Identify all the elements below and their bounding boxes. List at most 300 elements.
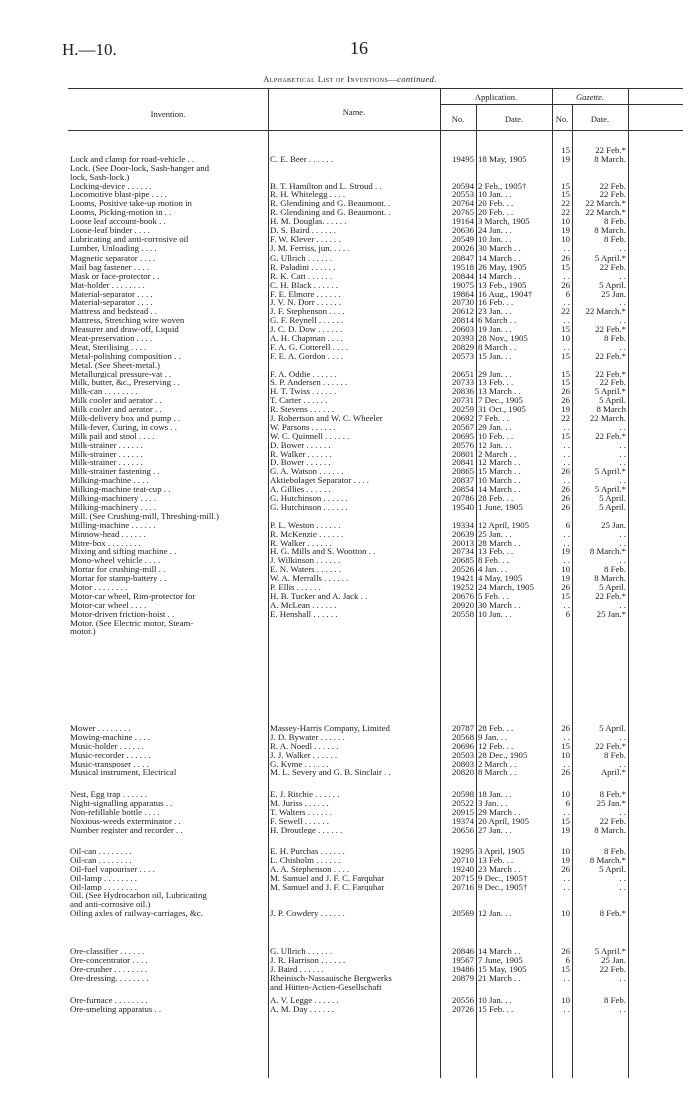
invention-cell: Musical instrument, Electrical — [70, 768, 177, 778]
table-row — [68, 173, 683, 182]
applicant-cell: A. M. Day . . . . . . — [270, 1004, 335, 1014]
applicant-cell: H. G. Mills and S. Wootton . . — [270, 547, 376, 557]
applicant-cell: H. B. Tucker and A. Jack . . — [270, 591, 368, 601]
gazette-date-cell: . . — [619, 882, 626, 892]
gazette-number-cell: 10 — [561, 790, 570, 799]
gazette-date-cell: 8 Feb. — [604, 565, 626, 575]
app-date-cell: 10 Jan. . . — [478, 609, 512, 619]
section-l — [68, 146, 683, 253]
invention-cell: Metallurgical pressure-vat . . — [70, 369, 172, 379]
table-row — [68, 521, 683, 530]
gazette-number-cell: . . — [563, 556, 570, 566]
table-row — [68, 900, 683, 909]
applicant-cell: F. A. G. Cotterell . . . . — [270, 342, 348, 352]
app-number-cell: 20568 — [452, 732, 474, 742]
app-date-cell: 14 March . . — [478, 485, 521, 495]
table-row — [68, 574, 683, 583]
table-row — [68, 432, 683, 441]
section-ore-furnace — [68, 996, 683, 1014]
app-number-cell: 20558 — [452, 609, 474, 619]
app-number-cell: 20734 — [452, 547, 474, 557]
applicant-cell: J. Robertson and W. C. Wheeler — [270, 414, 383, 423]
app-date-cell: 8 Feb. . . — [478, 556, 509, 566]
table-row — [68, 891, 683, 900]
app-date-cell: 23 Jan. . . — [478, 307, 512, 317]
invention-cell: Oil-can . . . . . . . . — [70, 855, 132, 865]
gazette-date-cell: 22 March.* — [585, 307, 626, 317]
applicant-cell: A. H. Chapman . . . . — [270, 334, 343, 343]
gazette-number-cell: 10 — [561, 909, 570, 919]
gazette-date-cell: 8 Feb. — [604, 217, 626, 227]
gazette-number-cell: 10 — [561, 750, 570, 760]
app-number-cell: 20013 — [452, 538, 474, 548]
applicant-cell: P. Ellis . . . . . . — [270, 582, 321, 592]
app-date-cell: 9 Jan. . . — [478, 732, 508, 742]
table-row — [68, 847, 683, 856]
invention-cell: Loose-leaf binder . . . . — [70, 226, 150, 235]
gazette-date-cell: 5 April. — [599, 582, 626, 592]
app-number-cell: 20696 — [452, 741, 474, 751]
table-row — [68, 325, 683, 334]
gazette-number-cell: 15 — [561, 181, 570, 191]
inventions-table — [68, 88, 683, 1078]
app-number-cell: 20522 — [452, 798, 474, 808]
table-row — [68, 307, 683, 316]
gazette-date-cell: . . — [619, 556, 626, 566]
applicant-cell: G. Ullrich . . . . . . — [270, 947, 333, 956]
applicant-cell: A. V. Legge . . . . . . — [270, 996, 339, 1005]
table-row — [68, 956, 683, 965]
app-number-cell: 19164 — [452, 217, 474, 227]
gazette-date-cell: . . — [619, 316, 626, 326]
app-number-cell: 20836 — [452, 387, 474, 397]
gazette-number-cell: 19 — [561, 855, 570, 865]
app-number-cell: 19295 — [452, 847, 474, 856]
table-row — [68, 298, 683, 307]
applicant-cell: J. V. N. Dorr . . . . . . — [270, 298, 342, 308]
gazette-date-cell: 5 April. — [599, 396, 626, 406]
gazette-number-cell: 15 — [561, 378, 570, 388]
app-number-cell: 20764 — [452, 199, 474, 209]
gazette-number-cell: 15 — [561, 146, 570, 155]
table-row — [68, 352, 683, 361]
applicant-cell: D. Bower . . . . . . — [270, 440, 331, 450]
app-number-cell: 20801 — [452, 449, 474, 459]
invention-cell: Looms, Positive take-up motion in — [70, 199, 192, 209]
applicant-cell: W. Parsons . . . . . . — [270, 422, 336, 432]
table-row — [68, 190, 683, 199]
table-row — [68, 799, 683, 808]
app-number-cell: 20915 — [452, 807, 474, 817]
invention-cell: Metal-polishing composition . . — [70, 351, 181, 361]
app-date-cell: 13 Feb. . . — [478, 855, 514, 865]
app-number-cell: 20814 — [452, 316, 474, 326]
table-row — [68, 450, 683, 459]
invention-cell: Ore-furnace . . . . . . . . — [70, 996, 148, 1005]
app-number-cell: 20847 — [452, 254, 474, 263]
app-number-cell: 20567 — [452, 422, 474, 432]
app-number-cell: 20573 — [452, 351, 474, 361]
gazette-number-cell: 26 — [561, 485, 570, 495]
gazette-number-cell: 22 — [561, 414, 570, 423]
invention-cell: Milk-strainer . . . . . . — [70, 440, 143, 450]
app-number-cell: 20603 — [452, 325, 474, 335]
invention-cell: Motor. (See Electric motor, Steam- — [70, 618, 194, 628]
invention-cell: Mattress, Stretching wire woven — [70, 316, 185, 326]
applicant-cell: C. E. Beer . . . . . . — [270, 154, 334, 164]
table-row — [68, 226, 683, 235]
app-date-cell: 28 Feb. . . — [478, 724, 514, 733]
applicant-cell: T. Carter . . . . . . — [270, 396, 328, 406]
gazette-number-cell: . . — [563, 440, 570, 450]
gazette-date-cell: 5 April. — [599, 724, 626, 733]
app-date-cell: 15 May, 1905 — [478, 964, 527, 974]
gazette-date-cell: 22 March.* — [585, 199, 626, 209]
gazette-date-cell: . . — [619, 458, 626, 468]
app-date-cell: 27 Jan. . . — [478, 825, 512, 835]
app-date-cell: 21 March . . — [478, 973, 521, 983]
gazette-number-cell: 6 — [565, 520, 570, 530]
gazette-number-cell: . . — [563, 759, 570, 769]
app-number-cell: 19864 — [452, 289, 474, 299]
app-date-cell: 20 Feb. . . — [478, 199, 514, 209]
applicant-cell: R. Walker . . . . . . — [270, 538, 332, 548]
table-row — [68, 290, 683, 299]
invention-cell: Milk-delivery box and pump . . — [70, 414, 181, 423]
table-row — [68, 742, 683, 751]
gazette-date-cell: 22 Feb.* — [595, 351, 626, 361]
applicant-cell: A. A. Stephenson . . . . — [270, 864, 350, 874]
app-date-cell: 26 May, 1905 — [478, 262, 527, 272]
app-number-cell: 19495 — [452, 154, 474, 164]
table-row — [68, 530, 683, 539]
gazette-number-cell: 26 — [561, 467, 570, 477]
applicant-cell: A. McLean . . . . . . — [270, 600, 337, 610]
invention-cell: Music-holder . . . . . . — [70, 741, 144, 751]
app-date-cell: 2 March . . — [478, 759, 517, 769]
applicant-cell: W. A. Merralls . . . . . . — [270, 574, 349, 583]
gazette-date-cell: . . — [619, 243, 626, 253]
invention-cell: Milking-machine teat-cup . . — [70, 485, 171, 495]
app-number-cell: 19567 — [452, 955, 474, 965]
gazette-number-cell: 6 — [565, 609, 570, 619]
gazette-date-cell: 22 Feb. — [599, 964, 626, 974]
document-code: H.—10. — [62, 40, 117, 59]
app-date-cell: 13 Feb. . . — [478, 547, 514, 557]
gazette-number-cell: 10 — [561, 996, 570, 1005]
gazette-date-cell: 22 Feb. — [599, 181, 626, 191]
invention-cell: Ore-smelting apparatus . . — [70, 1004, 162, 1014]
invention-cell: Milk-can . . . . . . . . — [70, 387, 138, 397]
applicant-cell: F. E. A. Gordon . . . . — [270, 351, 344, 361]
table-row — [68, 405, 683, 414]
header-gaz-no: No. — [555, 114, 569, 124]
app-number-cell: 20879 — [452, 973, 474, 983]
gazette-date-cell: 22 Feb. — [599, 378, 626, 388]
gazette-number-cell: 15 — [561, 816, 570, 826]
app-number-cell: 19240 — [452, 864, 474, 874]
gazette-date-cell: 25 Jan. — [601, 520, 626, 530]
applicant-cell: G. Hutchinson . . . . . . — [270, 502, 348, 512]
invention-cell: Lumber, Unloading . . . . — [70, 243, 157, 253]
gazette-date-cell: 8 Feb.* — [599, 909, 626, 919]
invention-cell: Oil-can . . . . . . . . — [70, 847, 132, 856]
app-number-cell: 20692 — [452, 414, 474, 423]
gazette-date-cell: 25 Jan.* — [596, 609, 626, 619]
applicant-cell: J. Wilkinson . . . . . . — [270, 556, 341, 566]
invention-cell: Mask or face-protector . . — [70, 271, 160, 281]
invention-cell: Milk cooler and aerator . . — [70, 396, 162, 406]
app-date-cell: 6 March . . — [478, 316, 517, 326]
invention-cell: Mitre-box . . . . . . . . — [70, 538, 141, 548]
app-date-cell: 13 March . . — [478, 387, 521, 397]
table-row — [68, 343, 683, 352]
app-number-cell: 20685 — [452, 556, 474, 566]
table-row — [68, 485, 683, 494]
section-m — [68, 254, 683, 636]
app-date-cell: 3 April, 1905 — [478, 847, 525, 856]
app-date-cell: 4 May, 1905 — [478, 574, 523, 583]
page-number: 16 — [350, 38, 368, 58]
applicant-cell: E. Henshall . . . . . . — [270, 609, 338, 619]
gazette-number-cell: . . — [563, 600, 570, 610]
table-row — [68, 883, 683, 892]
app-date-cell: 16 Feb. . . — [478, 298, 514, 308]
gazette-number-cell: 15 — [561, 431, 570, 441]
app-number-cell: 20576 — [452, 440, 474, 450]
invention-cell: Looms, Picking-motion in . . — [70, 208, 172, 218]
table-row — [68, 826, 683, 835]
table-row — [68, 199, 683, 208]
table-row — [68, 396, 683, 405]
gazette-number-cell: 15 — [561, 325, 570, 335]
gazette-date-cell: 22 Feb.* — [595, 431, 626, 441]
gazette-date-cell: . . — [619, 873, 626, 883]
table-row — [68, 182, 683, 191]
invention-cell: Ore-dressing. . . . . . . . — [70, 973, 149, 983]
applicant-cell: L. Chisholm . . . . . . — [270, 855, 341, 865]
app-number-cell: 20765 — [452, 208, 474, 218]
gazette-number-cell: 19 — [561, 574, 570, 583]
table-row — [68, 874, 683, 883]
app-number-cell: 20259 — [452, 405, 474, 415]
gazette-number-cell: 26 — [561, 947, 570, 956]
gazette-date-cell: 5 April. — [599, 864, 626, 874]
app-date-cell: 9 Dec., 1905† — [478, 873, 528, 883]
invention-cell: Meat-preservation . . . . — [70, 334, 153, 343]
app-number-cell: 20716 — [452, 882, 474, 892]
gazette-number-cell: 19 — [561, 547, 570, 557]
gazette-date-cell: 8 Feb. — [604, 334, 626, 343]
gazette-date-cell: 5 April. — [599, 502, 626, 512]
invention-cell: Non-refillable bottle . . . . — [70, 807, 160, 817]
gazette-date-cell: 5 April.* — [594, 387, 626, 397]
app-date-cell: 15 Jan. . . — [478, 351, 512, 361]
gazette-date-cell: . . — [619, 807, 626, 817]
gazette-date-cell: 25 Jan.* — [596, 798, 626, 808]
app-number-cell: 20651 — [452, 369, 474, 379]
invention-cell: Night-signalling apparatus . . — [70, 798, 173, 808]
invention-cell: Ore-crusher . . . . . . . . — [70, 964, 148, 974]
app-date-cell: 10 Feb. . . — [478, 431, 514, 441]
table-row — [68, 601, 683, 610]
gazette-number-cell: 26 — [561, 280, 570, 290]
invention-cell: Mattress and bedstead . . — [70, 307, 157, 317]
app-date-cell: 10 Jan. . . — [478, 234, 512, 244]
applicant-cell: G. A. Watson . . . . . . — [270, 467, 344, 477]
gazette-date-cell: 8 March. — [594, 154, 626, 164]
gazette-date-cell: 8 March.* — [589, 547, 626, 557]
table-row — [68, 254, 683, 263]
gazette-number-cell: 22 — [561, 199, 570, 209]
table-row — [68, 235, 683, 244]
table-row — [68, 947, 683, 956]
header-bottom-rule — [68, 130, 683, 131]
app-date-cell: 13 Feb. . . — [478, 378, 514, 388]
app-date-cell: 12 Feb. . . — [478, 741, 514, 751]
app-number-cell: 20569 — [452, 909, 474, 919]
gazette-number-cell: 19 — [561, 154, 570, 164]
gazette-date-cell: . . — [619, 440, 626, 450]
table-row — [68, 592, 683, 601]
applicant-cell: Rheinisch-Nassauische Bergwerks — [270, 973, 392, 983]
invention-cell: Minnow-head . . . . . . — [70, 529, 146, 539]
invention-cell: Measurer and draw-off, Liquid — [70, 325, 179, 335]
gazette-date-cell: 22 Feb. — [599, 262, 626, 272]
app-number-cell: 20920 — [452, 600, 474, 610]
app-number-cell: 20553 — [452, 190, 474, 200]
table-row — [68, 423, 683, 432]
app-date-cell: 3 Jan. . . — [478, 798, 508, 808]
app-date-cell: 30 March . . — [478, 243, 521, 253]
invention-cell: Milking-machine . . . . — [70, 476, 149, 486]
app-date-cell: 7 June, 1905 — [478, 955, 523, 965]
header-gazette: Gazette. — [575, 92, 605, 102]
applicant-cell: D. S. Baird . . . . . . — [270, 226, 336, 235]
gazette-number-cell: 26 — [561, 387, 570, 397]
app-date-cell: 30 March . . — [478, 600, 521, 610]
gazette-number-cell: 10 — [561, 217, 570, 227]
gazette-date-cell: 22 March. — [589, 414, 626, 423]
gazette-date-cell: 5 April. — [599, 494, 626, 503]
applicant-cell: G. Kyme . . . . . . — [270, 759, 329, 769]
title-main: Alphabetical List of Inventions— — [263, 74, 398, 84]
app-number-cell: 20676 — [452, 591, 474, 601]
app-number-cell: 20710 — [452, 855, 474, 865]
app-number-cell: 20820 — [452, 768, 474, 778]
app-date-cell: 25 Jan. . . — [478, 529, 512, 539]
table-row — [68, 768, 683, 777]
invention-cell: Material-separator . . . . — [70, 298, 153, 308]
app-number-cell: 20837 — [452, 476, 474, 486]
table-row — [68, 512, 683, 521]
applicant-cell: A. Gillies . . . . . . — [270, 485, 331, 495]
applicant-cell: J. C. D. Dow . . . . . . — [270, 325, 343, 335]
applicant-cell: G. Hutchinson . . . . . . — [270, 494, 348, 503]
gazette-number-cell: 10 — [561, 334, 570, 343]
gazette-number-cell: 26 — [561, 724, 570, 733]
invention-cell: Oil. (See Hydrocarbon oil, Lubricating — [70, 891, 207, 901]
applicant-cell: W. C. Quinnell . . . . . . — [270, 431, 350, 441]
app-number-cell: 20803 — [452, 759, 474, 769]
table-row — [68, 974, 683, 983]
table-row — [68, 583, 683, 592]
app-number-cell: 20598 — [452, 790, 474, 799]
gazette-date-cell: 8 March. — [594, 226, 626, 235]
applicant-cell: E. H. Purchas . . . . . . — [270, 847, 345, 856]
applicant-cell: J. Baird . . . . . . — [270, 964, 324, 974]
gazette-number-cell: 15 — [561, 262, 570, 272]
table-row — [68, 724, 683, 733]
app-number-cell: 20695 — [452, 431, 474, 441]
gazette-number-cell: 19 — [561, 405, 570, 415]
table-row — [68, 547, 683, 556]
table-row — [68, 414, 683, 423]
app-date-cell: 4 Jan. . . — [478, 565, 508, 575]
app-date-cell: 10 Jan. . . — [478, 996, 512, 1005]
app-number-cell: 20829 — [452, 342, 474, 352]
invention-cell: Oil-fuel vapouriser . . . . — [70, 864, 155, 874]
gazette-number-cell: . . — [563, 882, 570, 892]
app-date-cell: 2 Feb., 1905† — [478, 181, 527, 191]
app-number-cell: 19518 — [452, 262, 474, 272]
app-number-cell: 20787 — [452, 724, 474, 733]
app-date-cell: 28 Feb. . . — [478, 494, 514, 503]
gazette-number-cell: . . — [563, 807, 570, 817]
applicant-cell: F. E. Elmore . . . . . . — [270, 289, 341, 299]
invention-cell: Milking-machinery . . . . — [70, 502, 156, 512]
app-date-cell: 18 Jan. . . — [478, 790, 512, 799]
app-date-cell: 13 Feb., 1905 — [478, 280, 527, 290]
table-row — [68, 760, 683, 769]
gazette-date-cell: 8 March — [596, 405, 626, 415]
invention-cell: Milling-machine . . . . . . — [70, 520, 156, 530]
table-row — [68, 476, 683, 485]
applicant-cell: J. P. Cowdery . . . . . . — [270, 909, 345, 919]
table-row — [68, 272, 683, 281]
app-number-cell: 19374 — [452, 816, 474, 826]
table-row — [68, 909, 683, 918]
app-number-cell: 19075 — [452, 280, 474, 290]
table-row — [68, 983, 683, 992]
invention-cell: Number register and recorder . . — [70, 825, 183, 835]
gazette-date-cell: . . — [619, 422, 626, 432]
invention-cell: Locomotive blast-pipe . . . . — [70, 190, 167, 200]
invention-cell: Mortar for crushing-mill . . — [70, 565, 166, 575]
app-number-cell: 20846 — [452, 947, 474, 956]
table-row — [68, 627, 683, 636]
gazette-number-cell: . . — [563, 243, 570, 253]
header-name: Name. — [342, 107, 366, 117]
gazette-number-cell: . . — [563, 458, 570, 468]
table-row — [68, 865, 683, 874]
gazette-date-cell: . . — [619, 600, 626, 610]
app-number-cell: 20715 — [452, 873, 474, 883]
applicant-cell: F. A. Oddie . . . . . . — [270, 369, 337, 379]
invention-cell: Mono-wheel vehicle . . . . — [70, 556, 161, 566]
table-row — [68, 619, 683, 628]
table-row — [68, 281, 683, 290]
invention-cell: motor.) — [70, 627, 96, 637]
app-date-cell: 9 Dec., 1905† — [478, 882, 528, 892]
app-date-cell: 2 March . . — [478, 449, 517, 459]
applicant-cell: E. J. Ritchie . . . . . . — [270, 790, 340, 799]
applicant-cell: F. W. Klever . . . . . . — [270, 234, 341, 244]
gazette-number-cell: . . — [563, 298, 570, 308]
gazette-date-cell: . . — [619, 732, 626, 742]
app-date-cell: 10 Jan. . . — [478, 190, 512, 200]
table-row — [68, 817, 683, 826]
